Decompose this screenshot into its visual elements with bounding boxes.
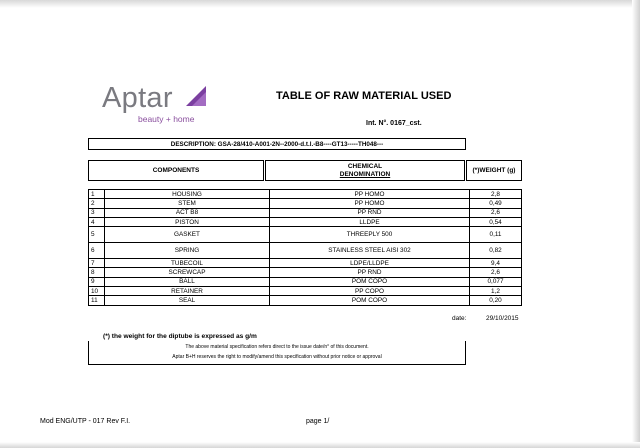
table-row xyxy=(89,208,522,217)
row-number: 6 xyxy=(89,243,105,259)
form-reference: Mod ENG/UTP - 017 Rev F.I. xyxy=(40,418,131,425)
date-value: 29/10/2015 xyxy=(486,315,519,322)
weight-cell: 9,4 xyxy=(470,259,522,268)
disclaimer-line-2: Aptar B+H reserves the right to modify/amend this specification without prior notice or approval xyxy=(172,354,382,360)
date-label: date: xyxy=(452,315,467,322)
header-chemical xyxy=(265,160,465,181)
component-cell: SPRING xyxy=(105,243,270,259)
page-number: page 1/ xyxy=(306,418,330,425)
chemical-cell: PP HOMO xyxy=(270,190,470,199)
row-number: 4 xyxy=(89,217,105,226)
row-number: 3 xyxy=(89,208,105,217)
table-row xyxy=(89,243,522,259)
component-cell: SEAL xyxy=(105,296,270,305)
component-cell: TUBECOIL xyxy=(105,259,270,268)
weight-cell: 1,2 xyxy=(470,287,522,296)
table-row xyxy=(89,199,522,208)
page-shadow-bottom xyxy=(0,442,640,448)
row-number: 7 xyxy=(89,259,105,268)
document-title: TABLE OF RAW MATERIAL USED xyxy=(276,90,452,102)
component-cell: SCREWCAP xyxy=(105,268,270,277)
weight-cell: 0,82 xyxy=(470,243,522,259)
weight-cell: 0,20 xyxy=(470,296,522,305)
chemical-cell: LDPE/LLDPE xyxy=(270,259,470,268)
table-row xyxy=(89,227,522,243)
component-cell: HOUSING xyxy=(105,190,270,199)
description-box: DESCRIPTION: GSA-28/410-A001-2N--2000-d.t.l.-B8----GT13-----TH048--- xyxy=(88,138,466,150)
page-shadow-right xyxy=(632,0,640,448)
weight-cell: 2,8 xyxy=(470,190,522,199)
chemical-cell: LLDPE xyxy=(270,217,470,226)
disclaimer-line-1: The above material specification refers direct to the issue date/n° of this document. xyxy=(185,344,369,350)
row-number: 1 xyxy=(89,190,105,199)
component-cell: STEM xyxy=(105,199,270,208)
header-components: COMPONENTS xyxy=(88,160,264,181)
weight-cell: 2,6 xyxy=(470,208,522,217)
row-number: 9 xyxy=(89,277,105,286)
header-chemical-line1: CHEMICAL xyxy=(347,162,383,170)
page-shadow-top xyxy=(0,0,640,8)
chemical-cell: PP RND xyxy=(270,208,470,217)
logo-triangle-icon xyxy=(186,86,206,106)
table-row xyxy=(89,190,522,199)
raw-material-table xyxy=(88,189,522,306)
table-row xyxy=(89,277,522,286)
chemical-cell: POM COPO xyxy=(270,296,470,305)
disclaimer-box xyxy=(88,341,466,365)
weight-cell: 2,6 xyxy=(470,268,522,277)
weight-cell: 0,49 xyxy=(470,199,522,208)
table-row xyxy=(89,268,522,277)
component-cell: PISTON xyxy=(105,217,270,226)
component-cell: RETAINER xyxy=(105,287,270,296)
chemical-cell: STAINLESS STEEL AISI 302 xyxy=(270,243,470,259)
weight-cell: 0,11 xyxy=(470,227,522,243)
table-row xyxy=(89,296,522,305)
chemical-cell: PP COPO xyxy=(270,287,470,296)
table-row xyxy=(89,259,522,268)
row-number: 10 xyxy=(89,287,105,296)
company-logo xyxy=(102,82,195,124)
row-number: 2 xyxy=(89,199,105,208)
row-number: 11 xyxy=(89,296,105,305)
table-row xyxy=(89,287,522,296)
internal-number: Int. N°. 0167_cst. xyxy=(366,120,422,127)
header-chemical-line2: DENOMINATION xyxy=(339,170,391,178)
chemical-cell: THREEPLY 500 xyxy=(270,227,470,243)
header-weight: (*)WEIGHT (g) xyxy=(466,160,522,181)
component-cell: BALL xyxy=(105,277,270,286)
weight-cell: 0,077 xyxy=(470,277,522,286)
weight-cell: 0,54 xyxy=(470,217,522,226)
component-cell: ACT B8 xyxy=(105,208,270,217)
row-number: 8 xyxy=(89,268,105,277)
logo-tagline: beauty + home xyxy=(138,114,195,124)
component-cell: GASKET xyxy=(105,227,270,243)
table-row xyxy=(89,217,522,226)
chemical-cell: PP RND xyxy=(270,268,470,277)
diptube-note: (*) the weight for the diptube is expressed as g/m xyxy=(103,333,257,340)
chemical-cell: POM COPO xyxy=(270,277,470,286)
row-number: 5 xyxy=(89,227,105,243)
chemical-cell: PP HOMO xyxy=(270,199,470,208)
logo-wordmark: Aptar xyxy=(102,82,173,114)
